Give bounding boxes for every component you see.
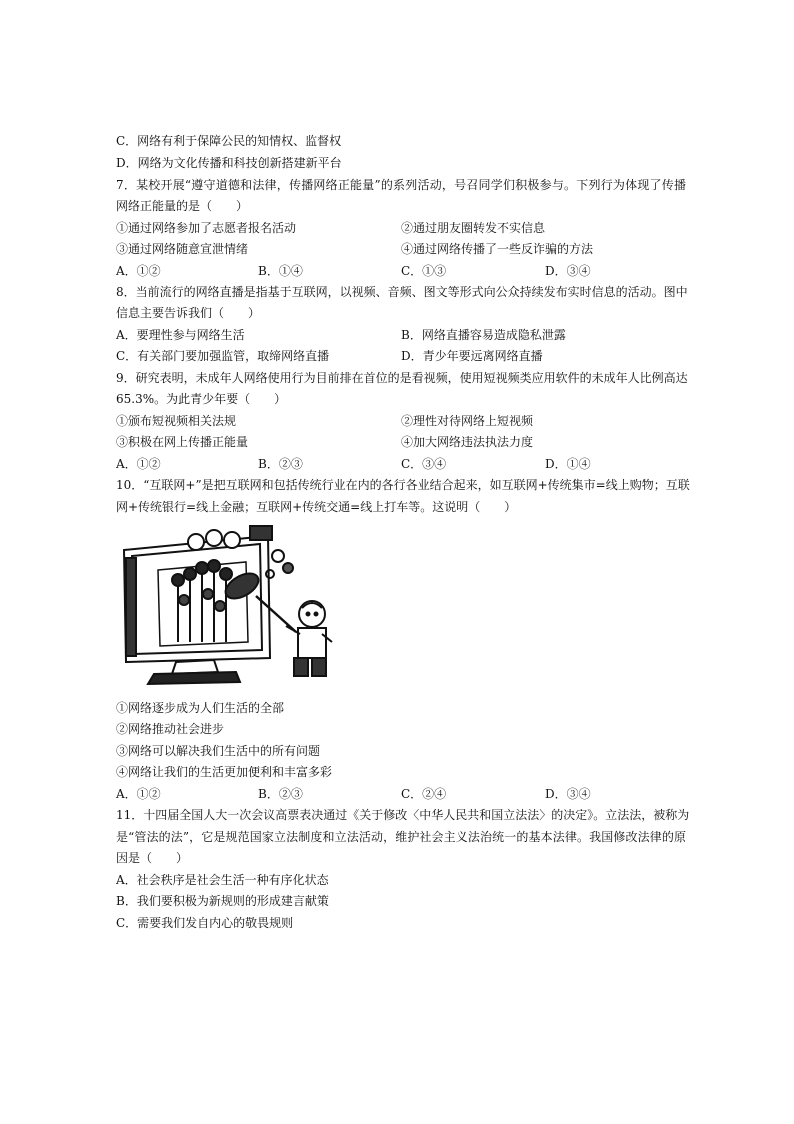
q10-option-b: B．②③ [258, 787, 303, 801]
q10-stem-line-2: 网+传统银行=线上金融；互联网+传统交通=线上打车等。这说明（ ） [116, 500, 517, 514]
q11-stem-line-2: 是“管法的法”，它是规范国家立法制度和立法活动，维护社会主义法治统一的基本法律。我国修改法律的原 [116, 830, 686, 844]
q6-option-c: C．网络有利于保障公民的知情权、监督权 [116, 134, 342, 148]
q11-option-a: A．社会秩序是社会生活一种有序化状态 [116, 873, 329, 887]
q7-option-b: B．①④ [258, 264, 303, 278]
q10-statement-2: ②网络推动社会进步 [116, 722, 225, 736]
q8-option-d: D．青少年要远离网络直播 [401, 349, 543, 363]
q10-statement-4: ④网络让我们的生活更加便利和丰富多彩 [116, 765, 333, 779]
q9-statement-3: ③积极在网上传播正能量 [116, 435, 249, 449]
q10-statement-1: ①网络逐步成为人们生活的全部 [116, 701, 285, 715]
q9-stem-line-1: 9．研究表明，未成年人网络使用行为目前排在首位的是看视频，使用短视频类应用软件的未成年人比例高达 [116, 371, 688, 385]
q9-option-d: D．①④ [545, 457, 591, 471]
q7-statement-1: ①通过网络参加了志愿者报名活动 [116, 221, 297, 235]
q7-option-c: C．①③ [401, 264, 447, 278]
q10-option-a: A．①② [116, 787, 161, 801]
q10-option-c: C．②④ [401, 787, 447, 801]
q9-option-a: A．①② [116, 457, 161, 471]
q10-option-d: D．③④ [545, 787, 591, 801]
q9-statement-1: ①颁布短视频相关法规 [116, 414, 237, 428]
q8-stem-line-1: 8．当前流行的网络直播是指基于互联网，以视频、音频、图文等形式向公众持续发布实时信息的活动。图中 [116, 285, 688, 299]
q7-stem-line-2: 网络正能量的是（ ） [116, 199, 249, 213]
q11-stem-line-3: 因是（ ） [116, 851, 189, 865]
q11-option-c: C．需要我们发自内心的敬畏规则 [116, 916, 294, 930]
q6-option-d: D．网络为文化传播和科技创新搭建新平台 [116, 156, 342, 170]
q8-stem-line-2: 信息主要告诉我们（ ） [116, 306, 261, 320]
q9-statement-4: ④加大网络违法执法力度 [401, 435, 534, 449]
q8-option-b: B．网络直播容易造成隐私泄露 [401, 328, 566, 342]
q9-statement-2: ②理性对待网络上短视频 [401, 414, 534, 428]
q11-option-b: B．我们要积极为新规则的形成建言献策 [116, 894, 329, 908]
q10-statement-3: ③网络可以解决我们生活中的所有问题 [116, 744, 321, 758]
q7-option-d: D．③④ [545, 264, 591, 278]
q9-option-c: C．③④ [401, 457, 447, 471]
q7-option-a: A．①② [116, 264, 161, 278]
q8-option-a: A．要理性参与网络生活 [116, 328, 245, 342]
q10-stem-line-1: 10．“互联网+”是把互联网和包括传统行业在内的各行各业结合起来，如互联网+传统集市=线上购物；互联 [116, 478, 690, 492]
q9-option-b: B．②③ [258, 457, 303, 471]
q7-statement-2: ②通过朋友圈转发不实信息 [401, 221, 546, 235]
q7-statement-4: ④通过网络传播了一些反诈骗的方法 [401, 242, 594, 256]
q11-stem-line-1: 11．十四届全国人大一次会议高票表决通过《关于修改〈中华人民共和国立法法〉的决定》。立法法，被称为 [116, 808, 690, 822]
cartoon-computer-monitor-with-person-dusting-icon [118, 522, 354, 686]
q9-stem-line-2: 65.3%。为此青少年要（ ） [116, 392, 287, 406]
q8-option-c: C．有关部门要加强监管，取缔网络直播 [116, 349, 330, 363]
q7-stem-line-1: 7．某校开展“遵守道德和法律，传播网络正能量”的系列活动，号召同学们积极参与。下列行为体现了传播 [116, 178, 686, 192]
q7-statement-3: ③通过网络随意宣泄情绪 [116, 242, 249, 256]
